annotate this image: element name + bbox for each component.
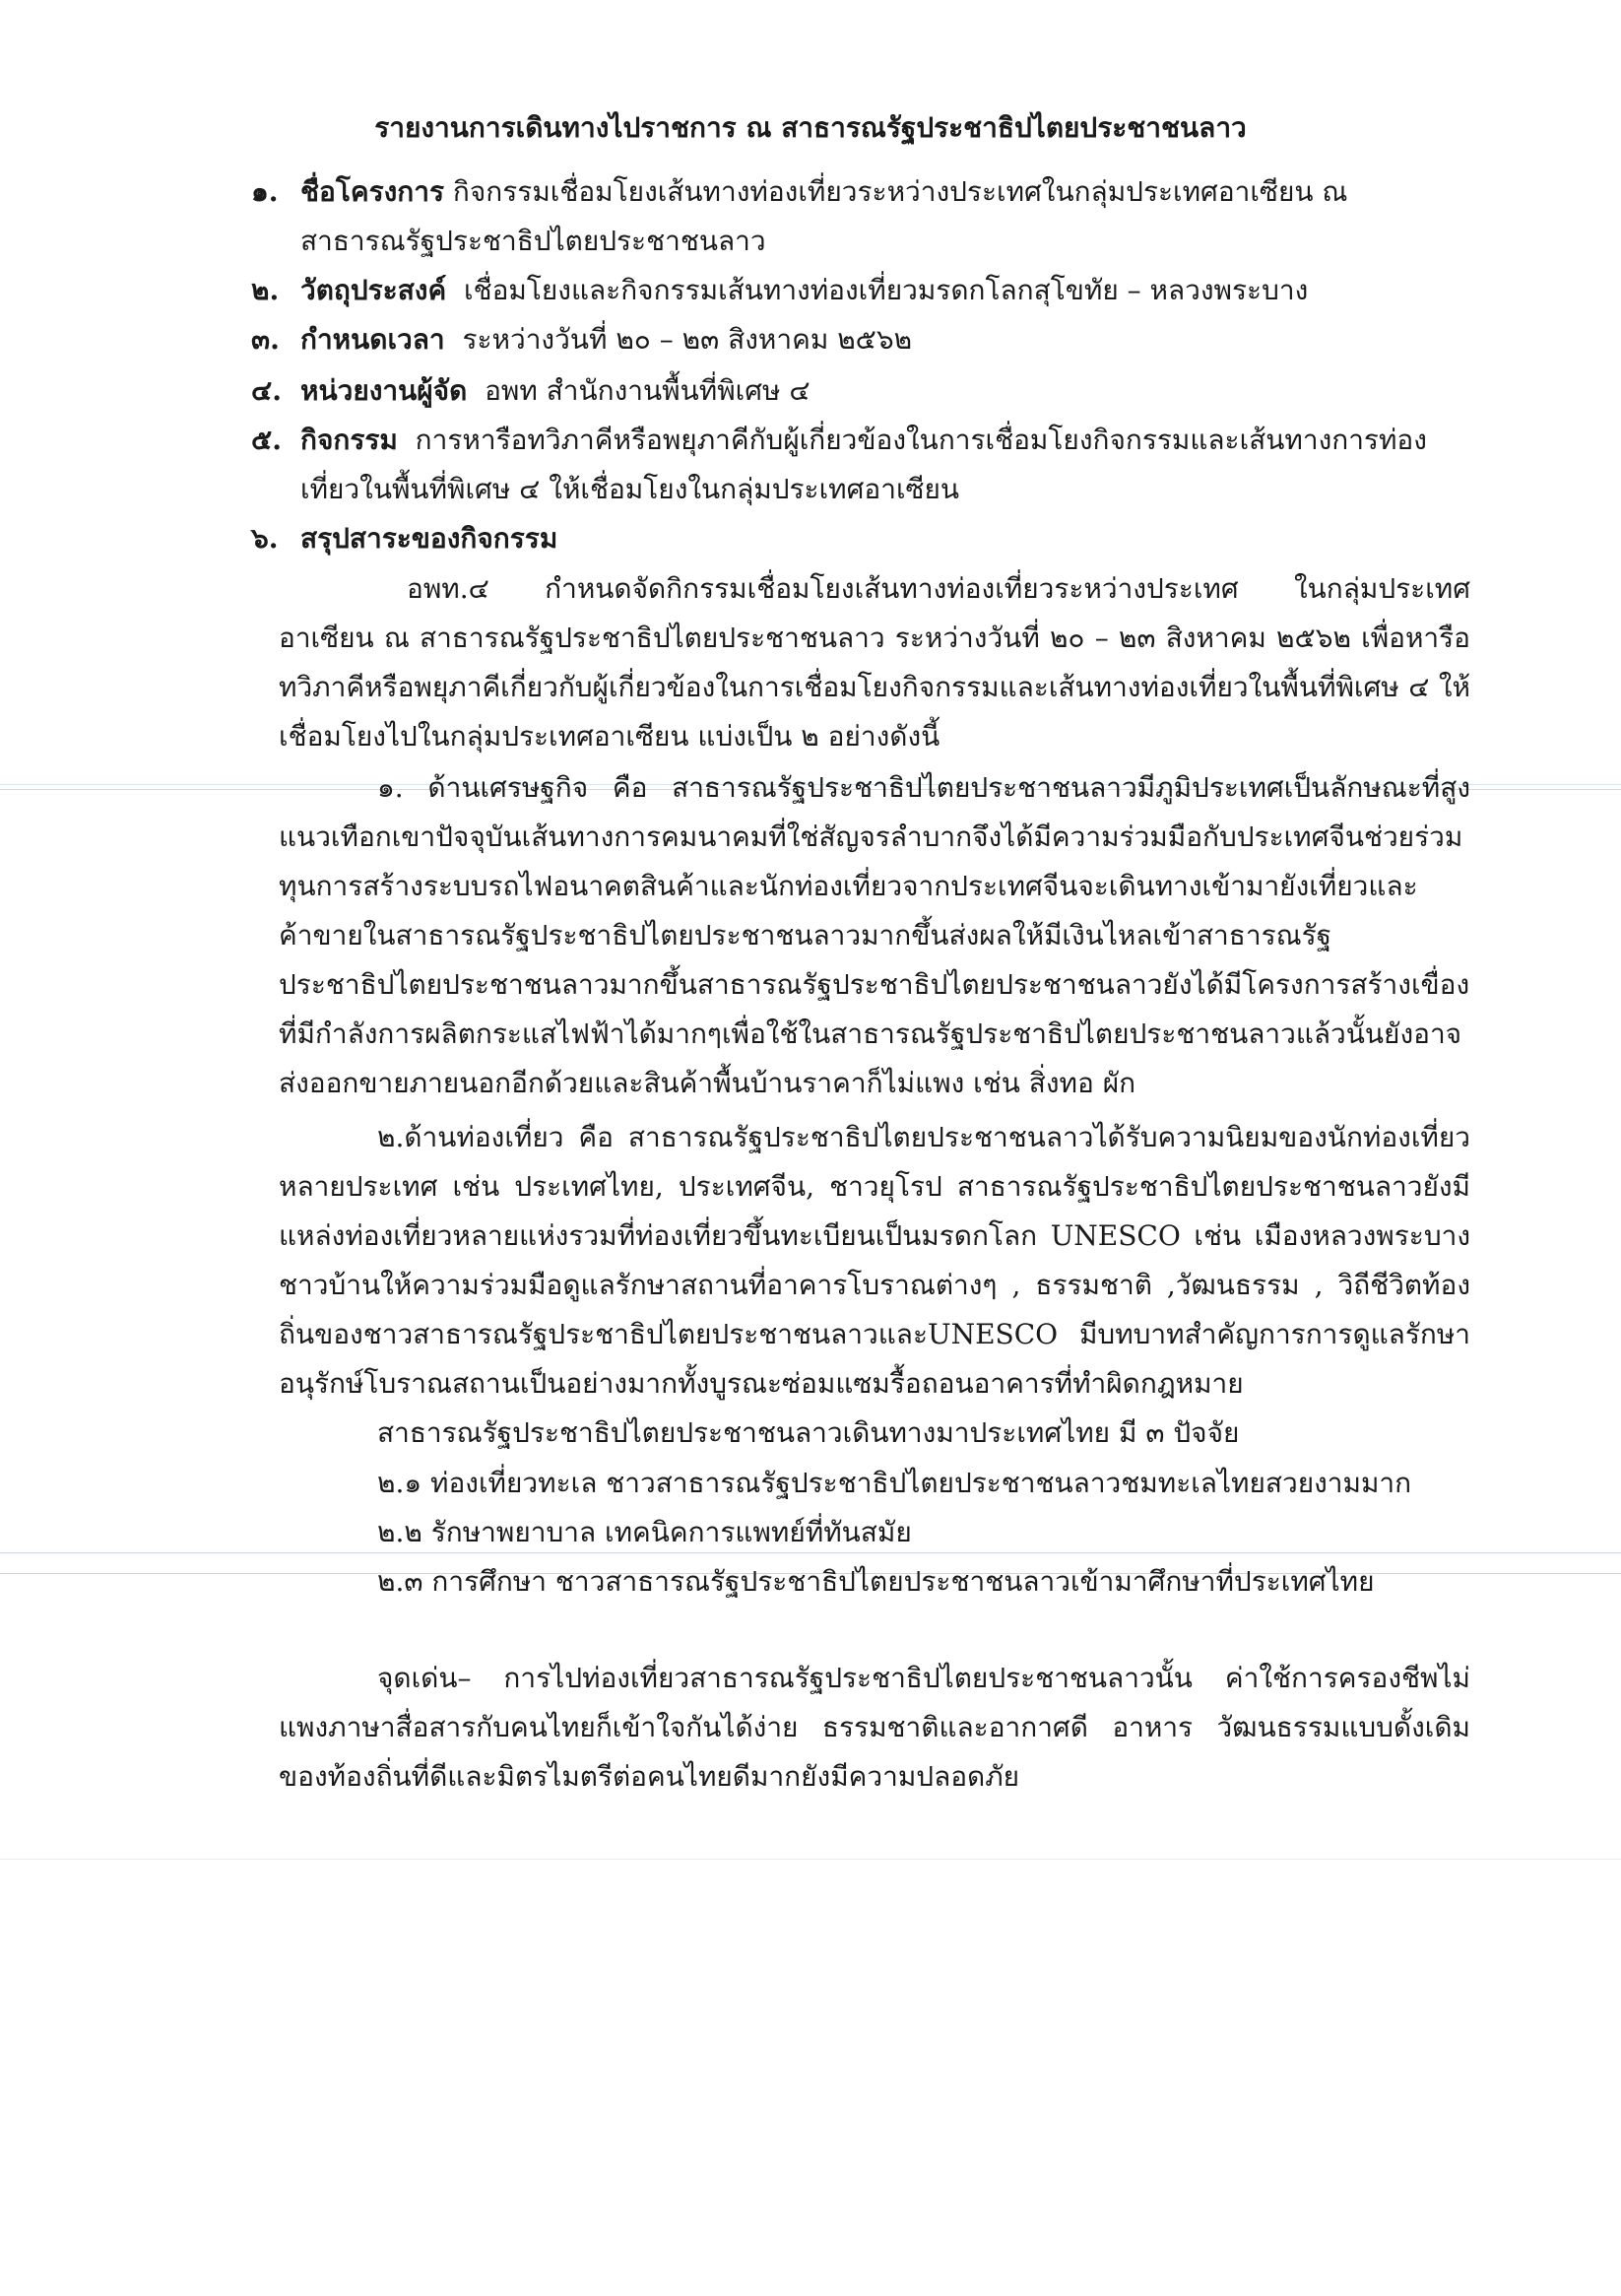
item-label: สรุปสาระของกิจกรรม (300, 522, 558, 555)
highlight-paragraph (279, 1654, 1470, 1802)
tourism-paragraph (279, 1113, 1470, 1409)
economy-paragraph (279, 763, 1470, 1108)
list-item-summary-heading (251, 514, 1472, 563)
item-number: ๖. (251, 522, 279, 555)
summary-paragraph (279, 564, 1470, 761)
highlight-text: จุดเด่น– การไปท่องเที่ยวสาธารณรัฐประชาธิปไตยประชาชนลาวนั้น ค่าใช้การครองชีพไม่แพงภาษาสื่อสารกับคนไทยก็เข้าใจกันได้ง่าย ธรรมชาติและอากาศดี อาหาร วัฒนธรรมแบบดั้งเดิมของท้องถิ่นที่ดีและมิตรไมตรีต่อคนไทยดีมากยังมีความปลอดภัย (279, 1662, 1470, 1793)
list-item-activity (251, 416, 1472, 514)
item-number: ๓. (251, 323, 280, 356)
item-label: ชื่อโครงการ (300, 175, 445, 208)
item-label: กำหนดเวลา (300, 323, 445, 356)
item-text: กิจกรรมเชื่อมโยงเส้นทางท่องเที่ยวระหว่างประเทศในกลุ่มประเทศอาเซียน ณ สาธารณรัฐประชาธิปไตยประชาชนลาว (300, 175, 1348, 257)
economy-text: ๑. ด้านเศรษฐกิจ คือ สาธารณรัฐประชาธิปไตยประชาชนลาวมีภูมิประเทศเป็นลักษณะที่สูงแนวเทือกเขาปัจจุบันเส้นทางการคมนาคมที่ใช่สัญจรลำบากจึงได้มีความร่วมมือกับประเทศจีนช่วยร่วมทุนการสร้างระบบรถไฟอนาคตสินค้าและนักท่องเที่ยวจากประเทศจีนจะเดินทางเข้ามายังเที่ยวและค้าขายในสาธารณรัฐประชาธิปไตยประชาชนลาวมากขึ้นส่งผลให้มีเงินไหลเข้าสาธารณรัฐประชาธิปไตยประชาชนลาวมากขึ้นสาธารณรัฐประชาธิปไตยประชาชนลาวยังได้มีโครงการสร้างเขื่องที่มีกำลังการผลิตกระแสไฟฟ้าได้มากๆเพื่อใช้ในสาธารณรัฐประชาธิปไตยประชาชนลาวแล้วนั้นยังอาจส่งออกขายภายนอกอีกด้วยและสินค้าพื้นบ้านราคาก็ไม่แพง เช่น สิ่งทอ ผัก (279, 771, 1470, 1099)
summary-text: อพท.๔ กำหนดจัดกิกรรมเชื่อมโยงเส้นทางท่องเที่ยวระหว่างประเทศ ในกลุ่มประเทศอาเซียน ณ สาธารณรัฐประชาธิปไตยประชาชนลาว ระหว่างวันที่ ๒๐ – ๒๓ สิงหาคม ๒๕๖๒ เพื่อหารือทวิภาคีหรือพยุภาคีเกี่ยวกับผู้เกี่ยวข้องในการเชื่อมโยงกิจกรรมและเส้นทางท่องเที่ยวในพื้นที่พิเศษ ๔ ให้เชื่อมโยงไปในกลุ่มประเทศอาเซียน แบ่งเป็น ๒ อย่างดังนี้ (279, 572, 1470, 753)
item-label: กิจกรรม (300, 424, 398, 456)
list-item-schedule (251, 315, 1472, 364)
list-item-objective (251, 266, 1472, 315)
item-text: การหารือทวิภาคีหรือพยุภาคีกับผู้เกี่ยวข้องในการเชื่อมโยงกิจกรรมและเส้นทางการท่องเที่ยวในพื้นที่พิเศษ ๔ ให้เชื่อมโยงในกลุ่มประเทศอาเซียน (300, 424, 1427, 505)
factor-item: ๒.๑ ท่องเที่ยวทะเล ชาวสาธารณรัฐประชาธิปไตยประชาชนลาวชมทะเลไทยสวยงามมาก (377, 1467, 1412, 1499)
item-label: หน่วยงานผู้จัด (300, 374, 468, 407)
item-number: ๕. (251, 424, 282, 456)
item-label: วัตถุประสงค์ (300, 274, 447, 306)
factor-item: ๒.๒ รักษาพยาบาล เทคนิคการแพทย์ที่ทันสมัย (377, 1516, 912, 1548)
item-text: ระหว่างวันที่ ๒๐ – ๒๓ สิงหาคม ๒๕๖๒ (462, 323, 913, 356)
list-item-organizer (251, 366, 1472, 416)
scan-line (0, 1859, 1621, 1860)
page-title: รายงานการเดินทางไปราชการ ณ สาธารณรัฐประชาธิปไตยประชาชนลาว (374, 111, 1247, 144)
factor-item: ๒.๓ การศึกษา ชาวสาธารณรัฐประชาธิปไตยประชาชนลาวเข้ามาศึกษาที่ประเทศไทย (377, 1565, 1375, 1598)
item-number: ๔. (251, 374, 282, 407)
item-number: ๑. (251, 175, 279, 208)
tourism-text: ๒.ด้านท่องเที่ยว คือ สาธารณรัฐประชาธิปไตยประชาชนลาวได้รับความนิยมของนักท่องเที่ยวหลายประเทศ เช่น ประเทศไทย, ประเทศจีน, ชาวยุโรป สาธารณรัฐประชาธิปไตยประชาชนลาวยังมีแหล่งท่องเที่ยวหลายแห่งรวมที่ท่องเที่ยวขึ้นทะเบียนเป็นมรดกโลก UNESCO เช่น เมืองหลวงพระบาง ชาวบ้านให้ความร่วมมือดูแลรักษาสถานที่อาคารโบราณต่างๆ , ธรรมชาติ ,วัฒนธรรม , วิถีชีวิตท้องถิ่นของชาวสาธารณรัฐประชาธิปไตยประชาชนลาวและUNESCO มีบทบาทสำคัญการการดูแลรักษาอนุรักษ์โบราณสถานเป็นอย่างมากทั้งบูรณะซ่อมแซมรื้อถอนอาคารที่ทำผิดกฎหมาย (279, 1121, 1470, 1400)
item-text: อพท สำนักงานพื้นที่พิเศษ ๔ (485, 374, 810, 407)
item-text: เชื่อมโยงและกิจกรรมเส้นทางท่องเที่ยวมรดกโลกสุโขทัย – หลวงพระบาง (464, 274, 1309, 306)
factors-intro: สาธารณรัฐประชาธิปไตยประชาชนลาวเดินทางมาประเทศไทย มี ๓ ปัจจัย (377, 1416, 1240, 1449)
list-item-project-name (251, 167, 1472, 266)
item-number: ๒. (251, 274, 280, 306)
